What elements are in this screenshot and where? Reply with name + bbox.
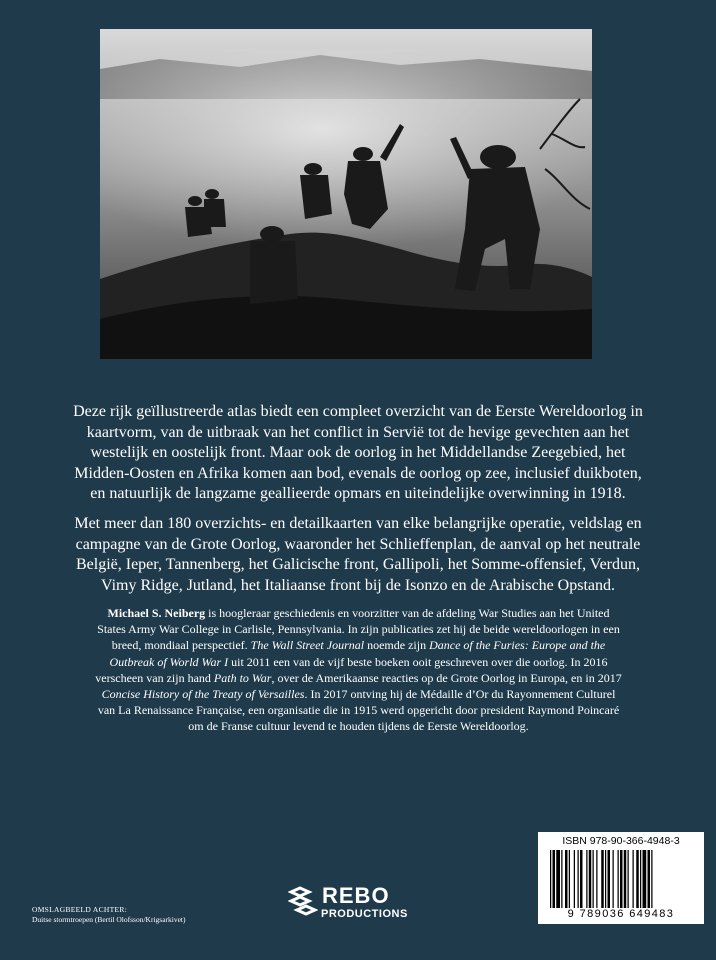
bio-text-4: , over de Amerikaanse reacties op de Grote Oorlog in Europa, en in 2017 (271, 670, 622, 685)
bio-title-1: The Wall Street Journal (250, 638, 365, 653)
barcode-bar (561, 850, 562, 908)
publisher-brand: REBO (322, 883, 390, 908)
bio-text-3: uit 2011 een van de vijf beste boeken ooit geschreven over die oorlog. In 2016 verscheen van zijn hand (95, 654, 608, 685)
barcode-bar (556, 850, 560, 908)
barcode-bar (601, 850, 604, 908)
photo-credit-text: Duitse stormtroepen (Bertil Olofsson/Krigsarkivet) (32, 914, 186, 924)
barcode-bar (589, 850, 592, 908)
barcode-bar (565, 850, 568, 908)
barcode-bar (593, 850, 594, 908)
barcode-bar (636, 850, 639, 908)
barcode-bar (613, 850, 614, 908)
barcode-bar (553, 850, 556, 908)
barcode-bar (620, 850, 623, 908)
barcode-bar (550, 850, 551, 908)
bio-title-3: Path to War (213, 670, 272, 685)
barcode-bar (574, 850, 575, 908)
barcode-digits: 9 789036 649483 (567, 908, 675, 920)
barcode-bar (648, 850, 651, 908)
bio-text-2: noemde zijn (364, 638, 430, 653)
bio-title-2: Dance of the Furies: Europe and the Outbreak of World War I (109, 638, 606, 669)
author-bio (93, 605, 624, 735)
barcode-bar (640, 850, 641, 908)
barcode-bar (624, 850, 627, 908)
barcode-bar (596, 850, 597, 908)
barcode-bar (608, 850, 611, 908)
photo-credit (32, 905, 186, 924)
publisher-logo (288, 885, 428, 925)
barcode-bar (628, 850, 629, 908)
bio-text-1: is hoogleraar geschiedenis en voorzitter van de afdeling War Studies aan het United States Army War College in Carlisle, Pennsylvania. In zijn publicaties zet hij de beide wereldoorlogen in een breed, mondiaal perspectief. (97, 606, 620, 653)
barcode-bar (569, 850, 570, 908)
bio-text-5: . In 2017 ontving hij de Médaille d’Or du Rayonnement Culturel van La Renaissance Française, een organisatie die in 1915 werd opgericht door president Raymond Poincaré om de Franse cultuur levend te houden tijdens de Eerste Wereldoorlog. (97, 687, 620, 734)
barcode-bar (605, 850, 606, 908)
blurb-paragraph-1: Deze rijk geïllustreerde atlas biedt een compleet overzicht van de Eerste Wereldoorlog in kaartvorm, van de uitbraak van het conflict in Servië tot de hevige gevechten aan het westelijk en oostelijk front. Maar ook de oorlog in het Middellandse Zeegebied, het Midden-Oosten en Afrika komen aan bod, evenals de oorlog op zee, inclusief duikboten, en natuurlijk de langzame geallieerde opmars en uiteindelijke overwinning in 1918. (73, 403, 643, 502)
barcode-bar (633, 850, 634, 908)
barcode-bar (586, 850, 587, 908)
blurb-paragraph-2: Met meer dan 180 overzichts- en detailkaarten van elke belangrijke operatie, veldslag en campagne van de Grote Oorlog, waaronder het Schlieffenplan, de aanval op het neutrale België, Ieper, Tannenberg, het Galicische front, Gallipoli, het Somme-offensief, Verdun, Vimy Ridge, Jutland, het Italiaanse front bij de Isonzo en de Arabische Opstand. (74, 515, 642, 594)
soldiers-photo (100, 29, 592, 359)
barcode-bar (578, 850, 579, 908)
bio-title-4: Concise History of the Treaty of Versailles (101, 687, 305, 702)
author-name: Michael S. Neiberg (107, 606, 206, 620)
barcode-bar (643, 850, 647, 908)
barcode-box (538, 832, 704, 924)
photo-credit-heading: OMSLAGBEELD ACHTER: (32, 905, 128, 914)
barcode-bar (651, 850, 652, 908)
rebo-logo-icon (288, 886, 318, 920)
publisher-sub: PRODUCTIONS (321, 908, 408, 920)
barcode-bar (618, 850, 619, 908)
barcode-bars (550, 850, 692, 908)
isbn-label: ISBN 978-90-366-4948-3 (562, 835, 680, 847)
barcode-bar (580, 850, 583, 908)
cover-photo (100, 29, 592, 359)
